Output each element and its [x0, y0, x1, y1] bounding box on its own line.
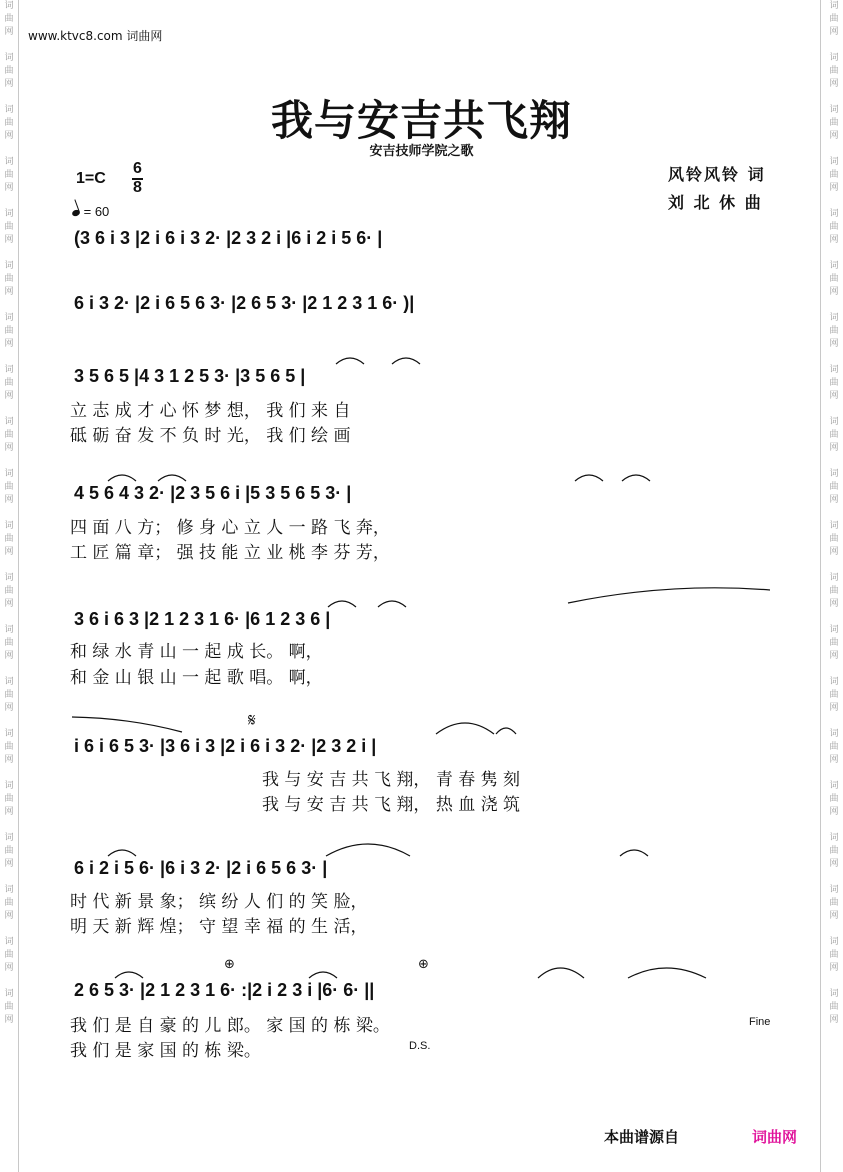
time-signature-bottom: 8	[133, 179, 142, 196]
slur	[328, 601, 356, 607]
score-row-6-notes: i 6 i 6 5 3· |3 6 i 3 |2 i 6 i 3 2· |2 3 2 i |	[74, 736, 377, 756]
tempo-value: = 60	[83, 204, 110, 219]
score-row-6-lyrics-verse1: 我 与 安 吉 共 飞 翔， 青 春 隽 刻	[262, 770, 521, 790]
footer-brand-link[interactable]: 词曲网	[752, 1128, 798, 1146]
slur	[568, 588, 770, 603]
song-title: 我与安吉共飞翔	[270, 96, 572, 145]
footer-source-label: 本曲谱源自	[604, 1128, 680, 1146]
segno-mark: 𝄋	[248, 710, 256, 731]
fine-mark: Fine	[749, 1016, 771, 1028]
score-row-1-notes: (3 6 i 3 |2 i 6 i 3 2· |2 3 2 i |6 i 2 i 5 6· |	[74, 228, 383, 248]
composer-credit: 刘 北 休 曲	[668, 193, 763, 212]
site-url[interactable]: www.ktvc8.com 词曲网	[28, 29, 163, 43]
slur	[436, 723, 494, 734]
time-signature-top: 6	[133, 160, 142, 177]
slur	[378, 601, 406, 607]
score-row-4-lyrics-verse1: 四 面 八 方； 修 身 心 立 人 一 路 飞 奔，	[70, 518, 390, 538]
score-row-8-notes: 2 6 5 3· |2 1 2 3 1 6· :|2 i 2 3 i |6· 6· ||	[74, 980, 375, 1000]
score-row-7-lyrics-verse2: 明 天 新 辉 煌； 守 望 幸 福 的 生 活，	[70, 917, 368, 937]
score-row-5-notes: 3 6 i 6 3 |2 1 2 3 1 6· |6 1 2 3 6 |	[74, 609, 331, 629]
song-subtitle: 安吉技师学院之歌	[369, 144, 474, 159]
score-row-3-notes: 3 5 6 5 |4 3 1 2 5 3· |3 5 6 5 |	[74, 366, 306, 386]
slur	[309, 972, 337, 978]
score-row-2-notes: 6 i 3 2· |2 i 6 5 6 3· |2 6 5 3· |2 1 2 3 1 6· )|	[74, 293, 415, 313]
score-row-3-lyrics-verse2: 砥 砺 奋 发 不 负 时 光， 我 们 绘 画	[70, 426, 351, 446]
slur	[115, 972, 143, 978]
score-row-8-lyrics-verse2: 我 们 是 家 国 的 栋 梁。	[70, 1041, 261, 1061]
slur	[108, 850, 136, 856]
coda-mark-1: ⊕	[224, 957, 235, 972]
slur	[496, 728, 516, 734]
score-row-7-lyrics-verse1: 时 代 新 景 象； 缤 纷 人 们 的 笑 脸，	[70, 892, 368, 912]
coda-mark-2: ⊕	[418, 957, 429, 972]
watermark-left: 词 曲 网 词 曲 网 词 曲 网 词 曲 网 词 曲 网 词 曲 网 词 曲 网 词 曲 网 词 曲 网 词 曲 网 词 曲 网 词 曲 网 词 曲 网 词 曲 网 词 曲 网 词 曲 网 词 曲 网 词 曲 网 词 曲 网 词 曲 网	[4, 1, 14, 1025]
slur	[158, 475, 186, 481]
slur	[336, 358, 364, 364]
slur	[538, 968, 584, 978]
score-row-7-notes: 6 i 2 i 5 6· |6 i 3 2· |2 i 6 5 6 3· |	[74, 858, 328, 878]
ds-mark: D.S.	[409, 1040, 431, 1052]
score-row-5-lyrics-verse2: 和 金 山 银 山 一 起 歌 唱。 啊，	[70, 668, 323, 688]
key-signature: 1=C	[76, 170, 106, 187]
score-row-6-lyrics-verse2: 我 与 安 吉 共 飞 翔， 热 血 浇 筑	[262, 795, 521, 815]
slur	[622, 475, 650, 481]
slur	[108, 475, 136, 481]
watermark-right: 词 曲 网 词 曲 网 词 曲 网 词 曲 网 词 曲 网 词 曲 网 词 曲 网 词 曲 网 词 曲 网 词 曲 网 词 曲 网 词 曲 网 词 曲 网 词 曲 网 词 曲 网 词 曲 网 词 曲 网 词 曲 网 词 曲 网 词 曲 网	[829, 1, 839, 1025]
score-row-3-lyrics-verse1: 立 志 成 才 心 怀 梦 想， 我 们 来 自	[70, 401, 351, 421]
slur	[392, 358, 420, 364]
slur	[620, 850, 648, 856]
slur	[575, 475, 603, 481]
lyricist-credit: 风铃风铃 词	[668, 165, 766, 184]
slur	[72, 717, 182, 732]
score-row-8-lyrics-verse1: 我 们 是 自 豪 的 儿 郎。 家 国 的 栋 梁。	[70, 1016, 390, 1036]
slur	[326, 844, 410, 856]
slur	[628, 968, 706, 978]
score-row-4-lyrics-verse2: 工 匠 篇 章； 强 技 能 立 业 桃 李 芬 芳，	[70, 543, 390, 563]
score-row-5-lyrics-verse1: 和 绿 水 青 山 一 起 成 长。 啊，	[70, 642, 323, 662]
score-row-4-notes: 4 5 6 4 3 2· |2 3 5 6 i |5 3 5 6 5 3· |	[74, 483, 352, 503]
